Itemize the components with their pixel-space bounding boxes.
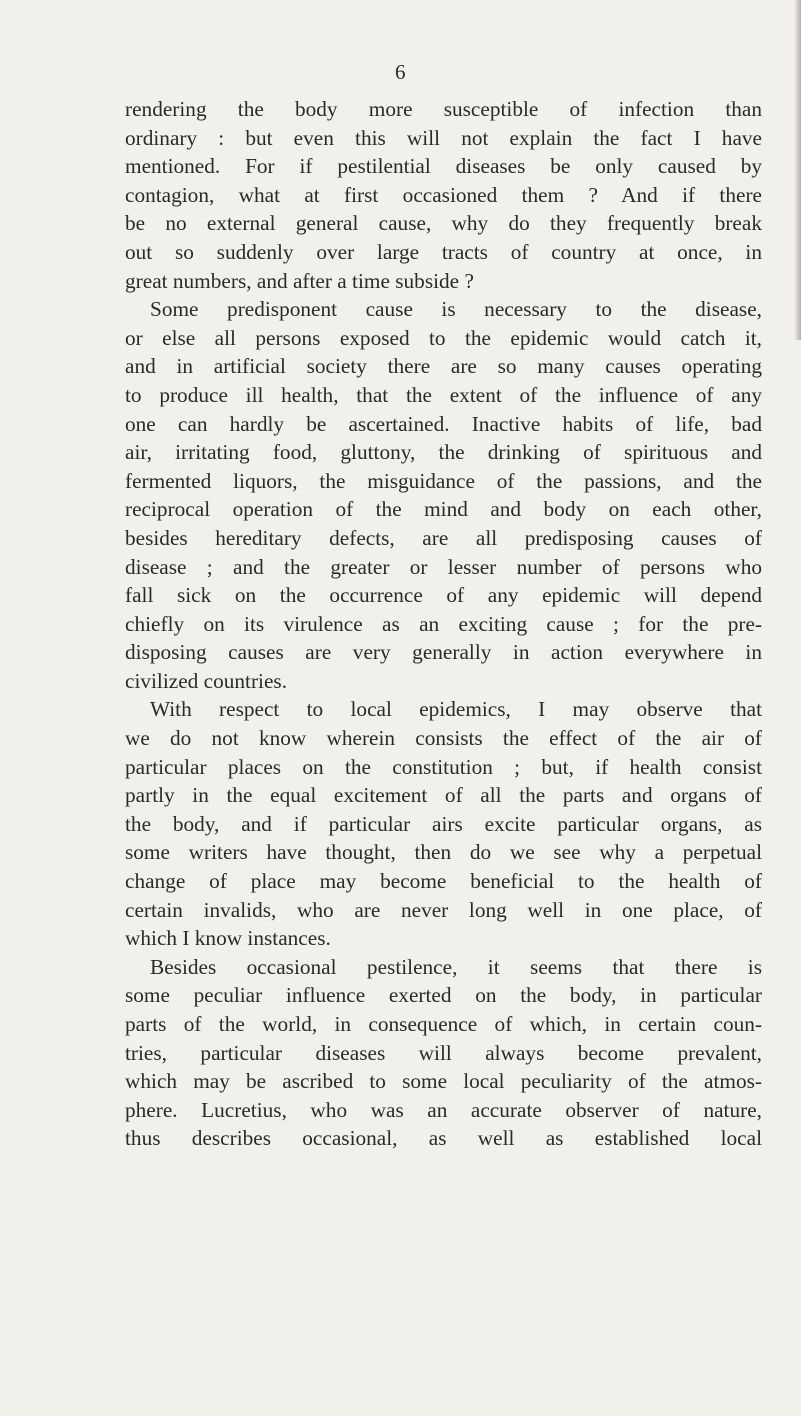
text-line: Besides occasional pestilence, it seems that there is — [150, 954, 762, 979]
text-line: reciprocal operation of the mind and body on each other, — [125, 497, 762, 522]
text-line: contagion, what at first occasioned them ? And if there — [125, 182, 762, 207]
text-line: disposing causes are very generally in action everywhere in — [125, 640, 762, 665]
text-line: great numbers, and after a time subside ? — [125, 268, 474, 293]
text-line: phere. Lucretius, who was an accurate observer of nature, — [125, 1097, 762, 1122]
body-text — [125, 95, 762, 1153]
text-line: certain invalids, who are never long well in one place, of — [125, 897, 762, 922]
text-line: the body, and if particular airs excite particular organs, as — [125, 811, 762, 836]
text-line: rendering the body more susceptible of infection than — [125, 97, 762, 121]
text-line: chiefly on its virulence as an exciting cause ; for the pre- — [125, 611, 762, 636]
text-line: disease ; and the greater or lesser number of persons who — [125, 554, 762, 579]
text-line: besides hereditary defects, are all predisposing causes of — [125, 525, 762, 550]
text-line: Some predisponent cause is necessary to the disease, — [150, 297, 762, 322]
text-line: particular places on the constitution ; but, if health consist — [125, 754, 762, 779]
text-line: which may be ascribed to some local peculiarity of the atmos- — [125, 1069, 762, 1094]
page-number: 6 — [395, 60, 406, 84]
text-line: thus describes occasional, as well as established local — [125, 1126, 762, 1151]
text-line: change of place may become beneficial to the health of — [125, 869, 762, 894]
text-line: be no external general cause, why do they frequently break — [125, 211, 762, 236]
text-line: fermented liquors, the misguidance of the passions, and the — [125, 468, 762, 493]
text-line: fall sick on the occurrence of any epidemic will depend — [125, 583, 762, 608]
page-edge-shadow — [794, 0, 801, 340]
text-line: parts of the world, in consequence of which, in certain coun- — [125, 1012, 762, 1036]
text-line: some peculiar influence exerted on the body, in particular — [125, 983, 762, 1008]
text-line: to produce ill health, that the extent of the influence of any — [125, 382, 762, 407]
text-line: which I know instances. — [125, 926, 331, 951]
text-line: air, irritating food, gluttony, the drinking of spirituous and — [125, 440, 762, 465]
text-line: we do not know wherein consists the effect of the air of — [125, 726, 762, 751]
text-line: one can hardly be ascertained. Inactive habits of life, bad — [125, 411, 762, 436]
text-line: ordinary : but even this will not explain the fact I have — [125, 125, 762, 150]
text-line: With respect to local epidemics, I may observe that — [150, 697, 762, 722]
text-line: tries, particular diseases will always become prevalent, — [125, 1040, 762, 1065]
text-line: some writers have thought, then do we see why a perpetual — [125, 840, 762, 865]
text-line: out so suddenly over large tracts of country at once, in — [125, 239, 762, 264]
text-line: and in artificial society there are so many causes operating — [125, 354, 762, 379]
text-line: or else all persons exposed to the epidemic would catch it, — [125, 325, 762, 350]
text-line: mentioned. For if pestilential diseases be only caused by — [125, 154, 762, 179]
text-line: partly in the equal excitement of all the parts and organs of — [125, 783, 762, 808]
text-line: civilized countries. — [125, 668, 288, 693]
